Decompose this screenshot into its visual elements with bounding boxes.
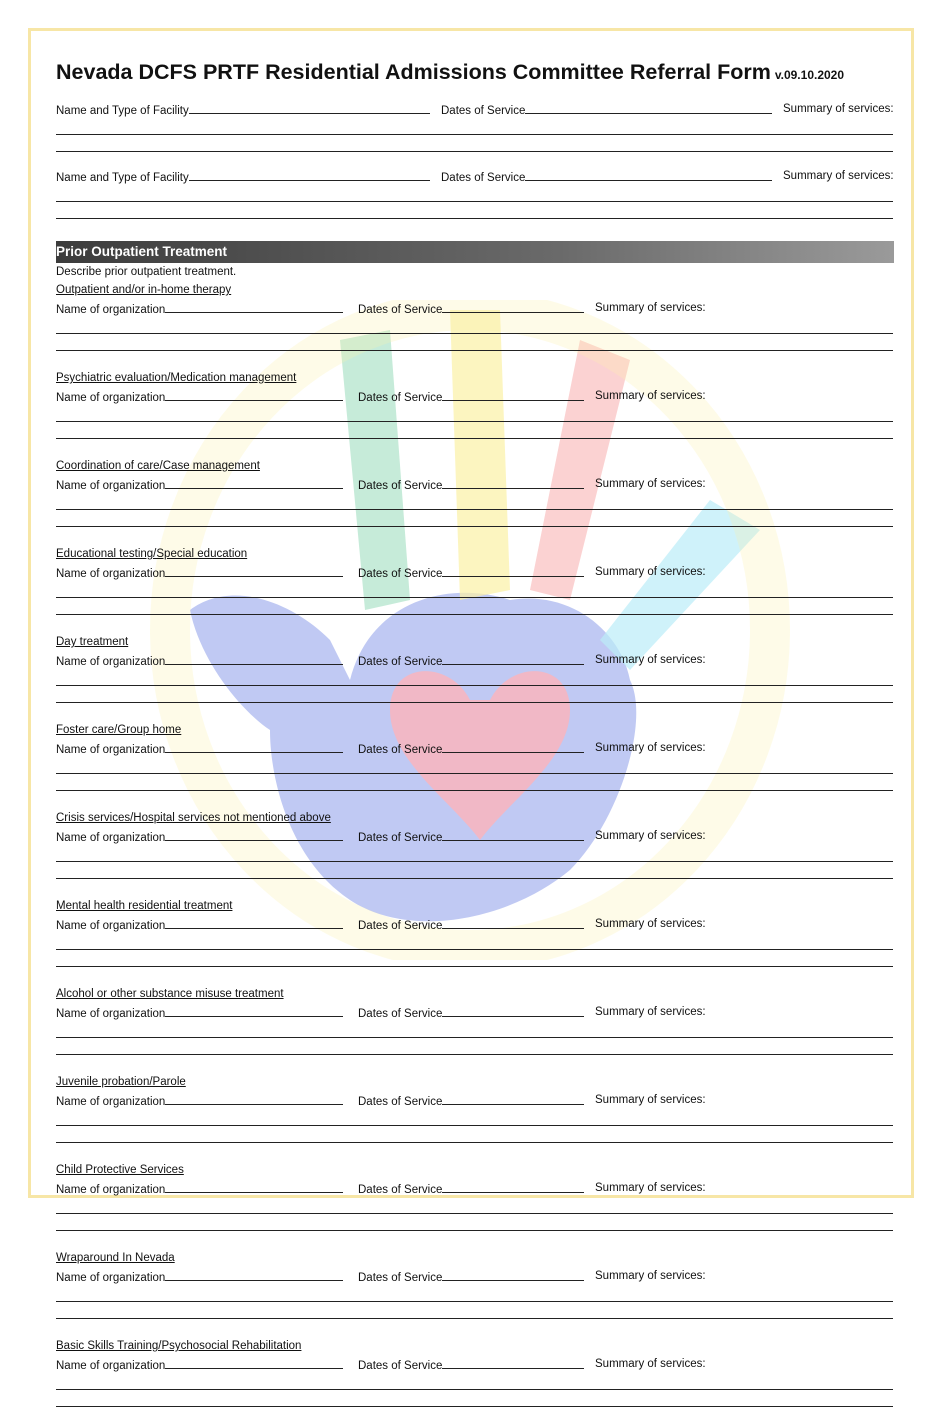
organization-label: Name of organization <box>56 480 166 492</box>
treatment-category <box>56 1337 893 1407</box>
dates-field[interactable] <box>358 387 584 407</box>
facility-summary-line[interactable] <box>56 185 893 202</box>
form-title-text: Nevada DCFS PRTF Residential Admissions Committee Referral Form <box>56 60 771 84</box>
treatment-category <box>56 721 893 791</box>
dates-field[interactable] <box>358 299 584 319</box>
summary-line[interactable] <box>56 1373 893 1390</box>
organization-row <box>56 739 893 757</box>
organization-row <box>56 1179 893 1197</box>
dates-label: Dates of Service <box>358 832 443 844</box>
category-title: Juvenile probation/Parole <box>56 1076 186 1088</box>
organization-label: Name of organization <box>56 1360 166 1372</box>
category-title: Outpatient and/or in-home therapy <box>56 284 232 296</box>
organization-label: Name of organization <box>56 1184 166 1196</box>
summary-line[interactable] <box>56 1021 893 1038</box>
treatment-category <box>56 633 893 703</box>
summary-line[interactable] <box>56 1285 893 1302</box>
dates-label: Dates of Service <box>358 1184 443 1196</box>
summary-label: Summary of services: <box>595 1094 706 1106</box>
organization-field[interactable] <box>56 299 343 319</box>
summary-line[interactable] <box>56 845 893 862</box>
facility-summary-label: Summary of services: <box>783 170 894 182</box>
organization-field[interactable] <box>56 1179 343 1199</box>
dates-field[interactable] <box>358 1267 584 1287</box>
organization-field[interactable] <box>56 1091 343 1111</box>
category-title: Educational testing/Special education <box>56 548 248 560</box>
treatment-category <box>56 809 893 879</box>
treatment-category <box>56 1073 893 1143</box>
category-title: Mental health residential treatment <box>56 900 233 912</box>
summary-label: Summary of services: <box>595 1358 706 1370</box>
summary-line[interactable] <box>56 493 893 510</box>
dates-field[interactable] <box>358 739 584 759</box>
dates-label: Dates of Service <box>358 920 443 932</box>
organization-row <box>56 387 893 405</box>
summary-line[interactable] <box>56 1302 893 1319</box>
facility-label: Name and Type of Facility <box>56 105 189 117</box>
category-title: Basic Skills Training/Psychosocial Rehabilitation <box>56 1340 302 1352</box>
form-content <box>56 56 893 1407</box>
organization-field[interactable] <box>56 827 343 847</box>
category-title: Coordination of care/Case management <box>56 460 260 472</box>
organization-row <box>56 1355 893 1373</box>
organization-label: Name of organization <box>56 1008 166 1020</box>
summary-label: Summary of services: <box>595 918 706 930</box>
summary-label: Summary of services: <box>595 478 706 490</box>
summary-line[interactable] <box>56 950 893 967</box>
organization-field[interactable] <box>56 1355 343 1375</box>
dates-field[interactable] <box>358 827 584 847</box>
dates-label: Dates of Service <box>358 304 443 316</box>
facility-dates-field[interactable] <box>441 167 772 187</box>
summary-label: Summary of services: <box>595 830 706 842</box>
category-title: Foster care/Group home <box>56 724 182 736</box>
category-title: Child Protective Services <box>56 1164 184 1176</box>
dates-label: Dates of Service <box>358 744 443 756</box>
facility-summary-line[interactable] <box>56 202 893 219</box>
organization-field[interactable] <box>56 651 343 671</box>
treatment-category <box>56 281 893 351</box>
treatment-category <box>56 1161 893 1231</box>
organization-label: Name of organization <box>56 1272 166 1284</box>
facility-block-2 <box>56 167 893 219</box>
treatment-category <box>56 897 893 967</box>
organization-label: Name of organization <box>56 832 166 844</box>
dates-field[interactable] <box>358 475 584 495</box>
facility-dates-field[interactable] <box>441 100 772 120</box>
summary-line[interactable] <box>56 686 893 703</box>
organization-field[interactable] <box>56 1003 343 1023</box>
dates-field[interactable] <box>358 1179 584 1199</box>
summary-line[interactable] <box>56 405 893 422</box>
summary-line[interactable] <box>56 598 893 615</box>
summary-label: Summary of services: <box>595 390 706 402</box>
summary-line[interactable] <box>56 774 893 791</box>
organization-label: Name of organization <box>56 392 166 404</box>
organization-label: Name of organization <box>56 304 166 316</box>
organization-label: Name of organization <box>56 744 166 756</box>
organization-field[interactable] <box>56 563 343 583</box>
dates-field[interactable] <box>358 915 584 935</box>
facility-row <box>56 167 893 185</box>
treatment-category <box>56 457 893 527</box>
organization-row <box>56 915 893 933</box>
category-title: Alcohol or other substance misuse treatment <box>56 988 284 1000</box>
treatment-category <box>56 1249 893 1319</box>
organization-field[interactable] <box>56 915 343 935</box>
category-title: Crisis services/Hospital services not mentioned above <box>56 812 331 824</box>
facility-summary-line[interactable] <box>56 118 893 135</box>
organization-label: Name of organization <box>56 656 166 668</box>
summary-label: Summary of services: <box>595 654 706 666</box>
section-description: Describe prior outpatient treatment. <box>56 266 237 278</box>
summary-label: Summary of services: <box>595 1006 706 1018</box>
organization-row <box>56 299 893 317</box>
organization-label: Name of organization <box>56 568 166 580</box>
form-title <box>56 56 893 88</box>
dates-label: Dates of Service <box>358 1096 443 1108</box>
treatment-category-list <box>56 281 893 1407</box>
organization-label: Name of organization <box>56 1096 166 1108</box>
facility-summary-line[interactable] <box>56 135 893 152</box>
section-header: Prior Outpatient Treatment <box>56 241 894 263</box>
dates-label: Dates of Service <box>358 480 443 492</box>
dates-field[interactable] <box>358 1355 584 1375</box>
summary-label: Summary of services: <box>595 1270 706 1282</box>
summary-line[interactable] <box>56 581 893 598</box>
organization-row <box>56 475 893 493</box>
facility-summary-label: Summary of services: <box>783 103 894 115</box>
dates-label: Dates of Service <box>358 1272 443 1284</box>
organization-field[interactable] <box>56 739 343 759</box>
summary-line[interactable] <box>56 1390 893 1407</box>
summary-line[interactable] <box>56 862 893 879</box>
facility-label: Name and Type of Facility <box>56 172 189 184</box>
organization-row <box>56 1091 893 1109</box>
summary-line[interactable] <box>56 334 893 351</box>
organization-field[interactable] <box>56 1267 343 1287</box>
dates-field[interactable] <box>358 563 584 583</box>
dates-field[interactable] <box>358 1003 584 1023</box>
dates-field[interactable] <box>358 1091 584 1111</box>
treatment-category <box>56 369 893 439</box>
dates-label: Dates of Service <box>358 568 443 580</box>
summary-label: Summary of services: <box>595 566 706 578</box>
facility-field[interactable] <box>56 167 430 187</box>
summary-line[interactable] <box>56 422 893 439</box>
organization-row <box>56 651 893 669</box>
summary-line[interactable] <box>56 317 893 334</box>
summary-line[interactable] <box>56 757 893 774</box>
dates-label: Dates of Service <box>358 1008 443 1020</box>
facility-dates-label: Dates of Service <box>441 105 526 117</box>
organization-label: Name of organization <box>56 920 166 932</box>
form-version: v.09.10.2020 <box>774 68 845 82</box>
category-title: Psychiatric evaluation/Medication management <box>56 372 297 384</box>
summary-line[interactable] <box>56 669 893 686</box>
summary-line[interactable] <box>56 1126 893 1143</box>
organization-field[interactable] <box>56 387 343 407</box>
summary-line[interactable] <box>56 1197 893 1214</box>
category-title: Wraparound In Nevada <box>56 1252 175 1264</box>
summary-line[interactable] <box>56 1214 893 1231</box>
dates-label: Dates of Service <box>358 656 443 668</box>
summary-label: Summary of services: <box>595 1182 706 1194</box>
organization-field[interactable] <box>56 475 343 495</box>
facility-row <box>56 100 893 118</box>
summary-line[interactable] <box>56 1109 893 1126</box>
facility-dates-label: Dates of Service <box>441 172 526 184</box>
dates-label: Dates of Service <box>358 1360 443 1372</box>
facility-block-1 <box>56 100 893 152</box>
organization-row <box>56 827 893 845</box>
treatment-category <box>56 985 893 1055</box>
dates-label: Dates of Service <box>358 392 443 404</box>
organization-row <box>56 1267 893 1285</box>
summary-line[interactable] <box>56 510 893 527</box>
summary-label: Summary of services: <box>595 302 706 314</box>
dates-field[interactable] <box>358 651 584 671</box>
summary-label: Summary of services: <box>595 742 706 754</box>
organization-row <box>56 563 893 581</box>
treatment-category <box>56 545 893 615</box>
category-title: Day treatment <box>56 636 129 648</box>
organization-row <box>56 1003 893 1021</box>
summary-line[interactable] <box>56 933 893 950</box>
summary-line[interactable] <box>56 1038 893 1055</box>
facility-field[interactable] <box>56 100 430 120</box>
